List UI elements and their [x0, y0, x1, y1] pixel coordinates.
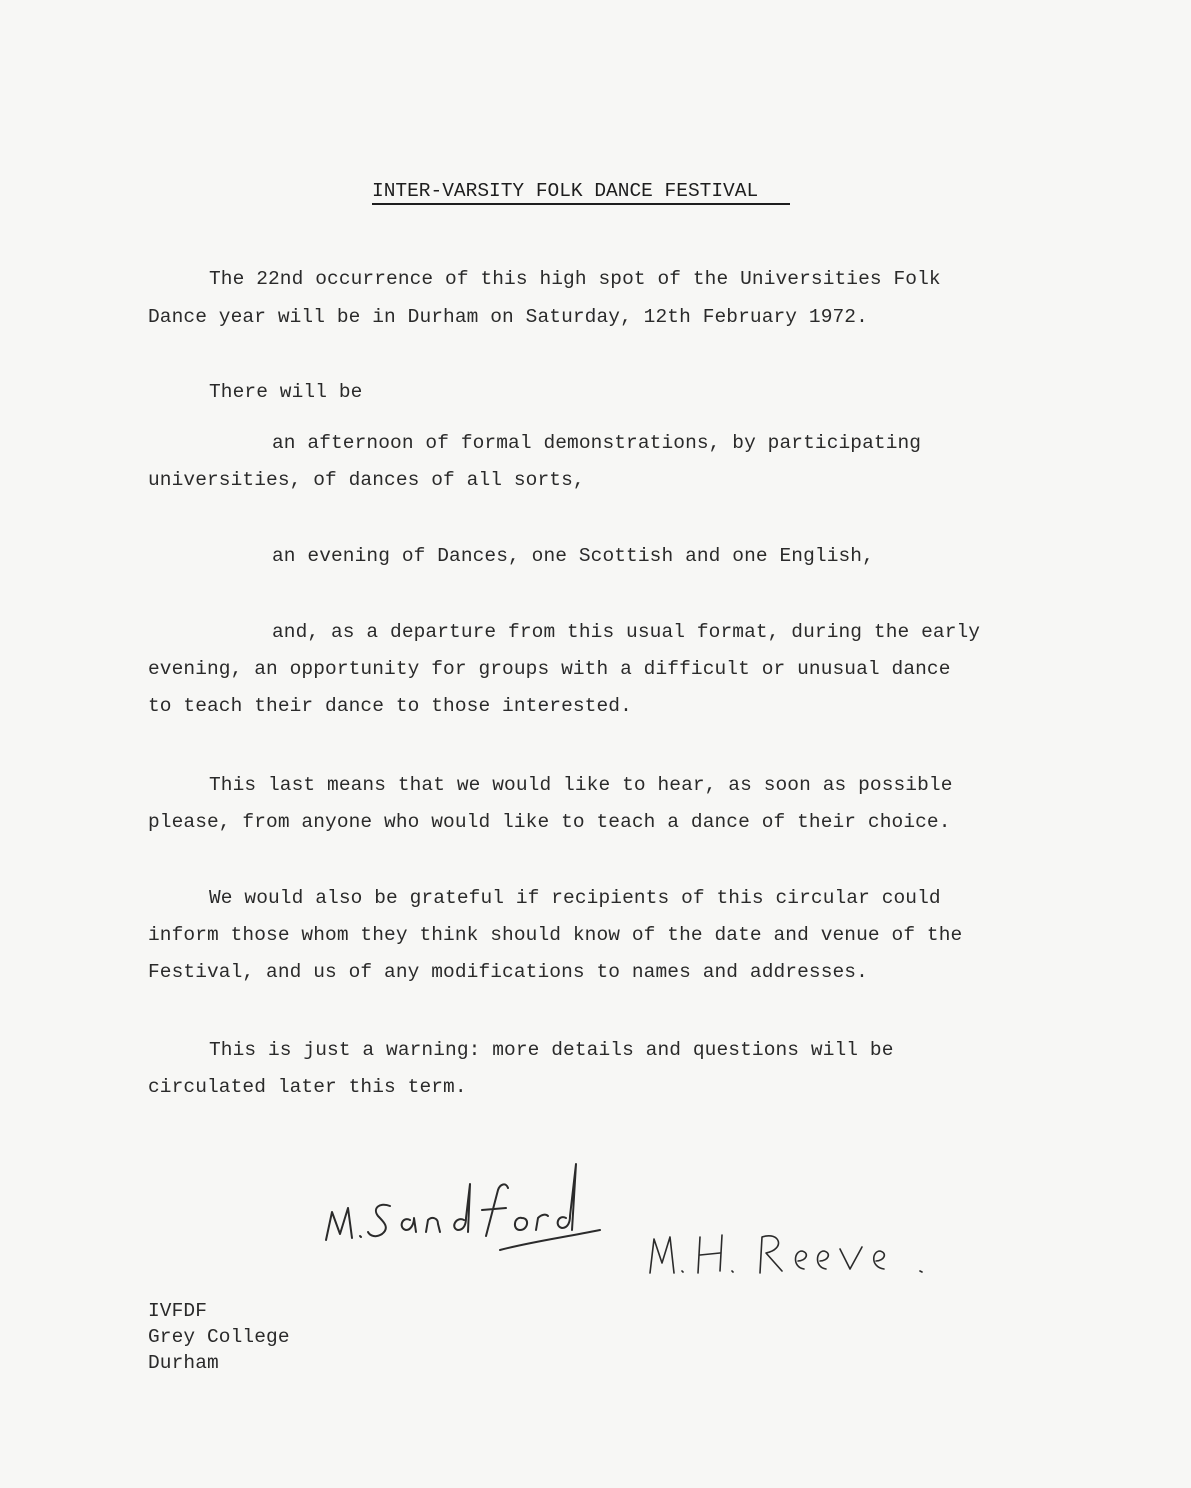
paragraph-8-line-1: This is just a warning: more details and questions will be [209, 1039, 894, 1061]
paragraph-5-line-1: and, as a departure from this usual format, during the early [272, 621, 981, 643]
signature-reeve [640, 1215, 940, 1285]
paragraph-8-line-2: circulated later this term. [148, 1076, 467, 1098]
paragraph-5-line-3: to teach their dance to those interested. [148, 695, 632, 717]
paragraph-6-line-1: This last means that we would like to hear, as soon as possible [209, 774, 953, 796]
signature-sandford [310, 1150, 610, 1260]
address-line-1: IVFDF [148, 1300, 208, 1322]
title-underline [372, 203, 790, 205]
paragraph-4-line-1: an evening of Dances, one Scottish and one English, [272, 545, 874, 567]
paragraph-7-line-2: inform those whom they think should know of the date and venue of the [148, 924, 963, 946]
address-line-3: Durham [148, 1352, 219, 1374]
paragraph-6-line-2: please, from anyone who would like to teach a dance of their choice. [148, 811, 951, 833]
paragraph-2-line-1: There will be [209, 381, 363, 403]
paragraph-3-line-1: an afternoon of formal demonstrations, by participating [272, 432, 922, 454]
paragraph-1-line-2: Dance year will be in Durham on Saturday, 12th February 1972. [148, 306, 868, 328]
paragraph-5-line-2: evening, an opportunity for groups with a difficult or unusual dance [148, 658, 951, 680]
document-title: INTER-VARSITY FOLK DANCE FESTIVAL [372, 180, 759, 202]
address-line-2: Grey College [148, 1326, 290, 1348]
paragraph-7-line-3: Festival, and us of any modifications to names and addresses. [148, 961, 868, 983]
paragraph-1-line-1: The 22nd occurrence of this high spot of the Universities Folk [209, 268, 941, 290]
paragraph-3-line-2: universities, of dances of all sorts, [148, 469, 585, 491]
paragraph-7-line-1: We would also be grateful if recipients of this circular could [209, 887, 941, 909]
